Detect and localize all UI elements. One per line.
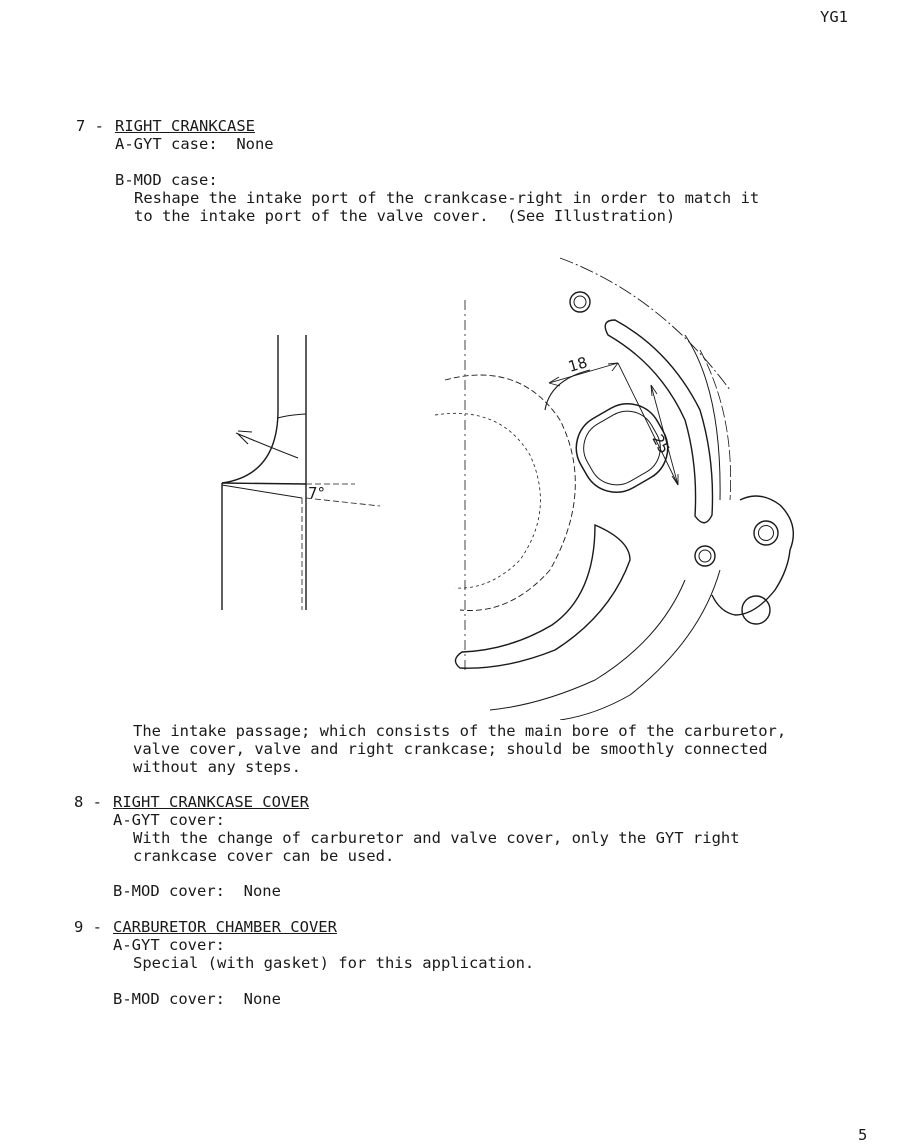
document-code: YG1 xyxy=(820,8,848,26)
page-number: 5 xyxy=(858,1126,868,1144)
note-line-3: without any steps. xyxy=(133,758,301,776)
section-8-title: RIGHT CRANKCASE COVER xyxy=(113,793,309,811)
note-line-1: The intake passage; which consists of the main bore of the carburetor, xyxy=(133,722,787,740)
section-8-a-cover: A-GYT cover: xyxy=(113,811,225,829)
section-8-a-body-line-1: With the change of carburetor and valve cover, only the GYT right xyxy=(133,829,740,847)
dimension-width-label: 18 xyxy=(566,353,590,376)
section-8-b-cover: B-MOD cover: None xyxy=(113,882,281,900)
valve-cover-plan-view xyxy=(435,258,793,720)
section-7-b-body-line-1: Reshape the intake port of the crankcase-right in order to match it xyxy=(134,189,760,207)
section-7-b-body-line-2: to the intake port of the valve cover. (See Illustration) xyxy=(134,207,676,225)
section-9-title: CARBURETOR CHAMBER COVER xyxy=(113,918,337,936)
section-7-b-case: B-MOD case: xyxy=(115,171,218,189)
dimension-height-label: 25 xyxy=(648,431,674,457)
section-8-number: 8 - xyxy=(74,793,102,811)
crankcase-section-view xyxy=(222,335,380,610)
angle-label: 7° xyxy=(308,484,326,502)
section-8-a-body-line-2: crankcase cover can be used. xyxy=(133,847,395,865)
section-9-a-body: Special (with gasket) for this application. xyxy=(133,954,535,972)
section-9-number: 9 - xyxy=(74,918,102,936)
note-line-2: valve cover, valve and right crankcase; should be smoothly connected xyxy=(133,740,768,758)
section-7-title: RIGHT CRANKCASE xyxy=(115,117,255,135)
section-9-b-cover: B-MOD cover: None xyxy=(113,990,281,1008)
intake-port-illustration xyxy=(200,240,820,720)
section-7-a-case: A-GYT case: None xyxy=(115,135,274,153)
section-7-number: 7 - xyxy=(76,117,104,135)
section-9-a-cover: A-GYT cover: xyxy=(113,936,225,954)
